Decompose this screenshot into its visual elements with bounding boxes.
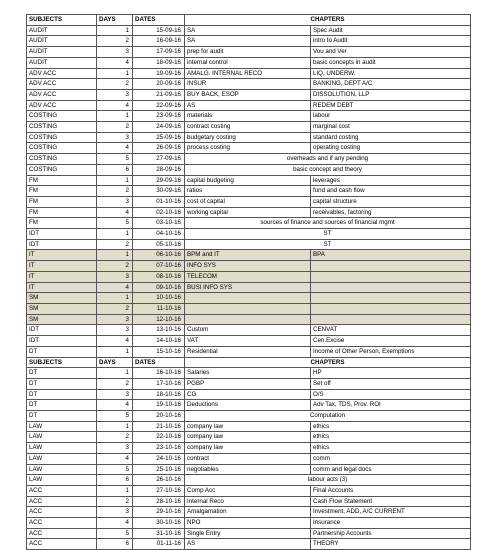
header-row [27, 357, 471, 368]
chapter-second-cell: labour [311, 111, 471, 122]
chapter-second-cell: ethics [311, 421, 471, 432]
chapter-cell: ST [185, 239, 471, 250]
table-row [27, 411, 471, 422]
subject-cell: AUDIT [27, 25, 97, 36]
date-cell: 26-09-16 [133, 143, 185, 154]
day-cell: 2 [97, 378, 133, 389]
day-cell: 1 [97, 111, 133, 122]
subject-cell: IT [27, 250, 97, 261]
header-row [27, 15, 471, 26]
day-cell: 5 [97, 218, 133, 229]
chapter-first-cell: INFO SYS [185, 261, 311, 272]
chapter-second-cell: intro to Audit [311, 36, 471, 47]
chapter-first-cell: PGBP [185, 378, 311, 389]
chapter-first-cell: capital budgeting [185, 175, 311, 186]
chapter-second-cell [311, 271, 471, 282]
chapter-first-cell: cost of capital [185, 196, 311, 207]
date-cell: 23-10-16 [133, 443, 185, 454]
chapter-second-cell: fund and cash flow [311, 186, 471, 197]
table-row [27, 464, 471, 475]
table-row [27, 528, 471, 539]
date-cell: 30-09-16 [133, 186, 185, 197]
table-row [27, 68, 471, 79]
chapter-second-cell: operating costing [311, 143, 471, 154]
day-cell: 4 [97, 207, 133, 218]
subject-cell: COSTING [27, 111, 97, 122]
subject-cell: SM [27, 303, 97, 314]
day-cell: 3 [97, 314, 133, 325]
day-cell: 3 [97, 443, 133, 454]
chapter-second-cell: Income of Other Person, Exemptions [311, 346, 471, 357]
subject-cell: COSTING [27, 143, 97, 154]
header-dates: DATES [133, 15, 185, 26]
study-schedule-table [26, 14, 471, 550]
subject-cell: IT [27, 271, 97, 282]
chapter-second-cell [311, 282, 471, 293]
day-cell: 3 [97, 196, 133, 207]
chapter-second-cell: LIQ, UNDERW. [311, 68, 471, 79]
chapter-second-cell: capital structure [311, 196, 471, 207]
table-row [27, 368, 471, 379]
table-row [27, 229, 471, 240]
date-cell: 25-09-16 [133, 132, 185, 143]
chapter-cell: Computation [185, 411, 471, 422]
table-row [27, 303, 471, 314]
subject-cell: LAW [27, 421, 97, 432]
day-cell: 6 [97, 164, 133, 175]
day-cell: 1 [97, 346, 133, 357]
table-row [27, 421, 471, 432]
day-cell: 1 [97, 175, 133, 186]
subject-cell: IT [27, 282, 97, 293]
chapter-first-cell: SA [185, 25, 311, 36]
table-row [27, 293, 471, 304]
date-cell: 31-10-16 [133, 528, 185, 539]
day-cell: 2 [97, 186, 133, 197]
table-row [27, 496, 471, 507]
subject-cell: IDT [27, 229, 97, 240]
chapter-second-cell: Spec Audit [311, 25, 471, 36]
schedule-sheet [26, 14, 470, 550]
date-cell: 23-09-16 [133, 111, 185, 122]
date-cell: 21-09-16 [133, 89, 185, 100]
day-cell: 5 [97, 528, 133, 539]
day-cell: 4 [97, 282, 133, 293]
table-row [27, 539, 471, 550]
subject-cell: ACC [27, 496, 97, 507]
subject-cell: COSTING [27, 164, 97, 175]
subject-cell: LAW [27, 464, 97, 475]
table-row [27, 25, 471, 36]
day-cell: 3 [97, 507, 133, 518]
chapter-first-cell: AS [185, 539, 311, 550]
chapter-second-cell: BPA [311, 250, 471, 261]
date-cell: 25-10-16 [133, 464, 185, 475]
table-row [27, 346, 471, 357]
chapter-first-cell: CG [185, 389, 311, 400]
chapter-second-cell: receivables, factoring [311, 207, 471, 218]
chapter-cell: basic concept and theory [185, 164, 471, 175]
date-cell: 16-10-16 [133, 368, 185, 379]
date-cell: 15-10-16 [133, 346, 185, 357]
subject-cell: FM [27, 207, 97, 218]
subject-cell: DT [27, 368, 97, 379]
chapter-second-cell: DISSOLUTION, LLP [311, 89, 471, 100]
subject-cell: DT [27, 400, 97, 411]
subject-cell: COSTING [27, 122, 97, 133]
table-row [27, 507, 471, 518]
table-row [27, 143, 471, 154]
table-row [27, 111, 471, 122]
date-cell: 10-10-16 [133, 293, 185, 304]
subject-cell: ACC [27, 485, 97, 496]
table-row [27, 389, 471, 400]
date-cell: 18-10-16 [133, 389, 185, 400]
date-cell: 22-09-16 [133, 100, 185, 111]
chapter-first-cell: company law [185, 421, 311, 432]
chapter-second-cell: CENVAT [311, 325, 471, 336]
date-cell: 29-10-16 [133, 507, 185, 518]
date-cell: 01-10-16 [133, 196, 185, 207]
date-cell: 17-09-16 [133, 47, 185, 58]
table-row [27, 164, 471, 175]
chapter-second-cell: leverages [311, 175, 471, 186]
chapter-first-cell: company law [185, 432, 311, 443]
chapter-second-cell: Adv Tax, TDS, Prov. ROI [311, 400, 471, 411]
day-cell: 1 [97, 293, 133, 304]
day-cell: 4 [97, 336, 133, 347]
chapter-first-cell: Deductions [185, 400, 311, 411]
day-cell: 4 [97, 100, 133, 111]
chapter-first-cell: prep for audit [185, 47, 311, 58]
chapter-first-cell: contract costing [185, 122, 311, 133]
date-cell: 06-10-16 [133, 250, 185, 261]
day-cell: 3 [97, 132, 133, 143]
date-cell: 22-10-16 [133, 432, 185, 443]
chapter-first-cell [185, 314, 311, 325]
day-cell: 6 [97, 539, 133, 550]
chapter-first-cell: working capital [185, 207, 311, 218]
day-cell: 1 [97, 421, 133, 432]
date-cell: 14-10-16 [133, 336, 185, 347]
chapter-cell: ST [185, 229, 471, 240]
chapter-second-cell: comm [311, 453, 471, 464]
date-cell: 28-09-16 [133, 164, 185, 175]
chapter-first-cell [185, 293, 311, 304]
table-row [27, 239, 471, 250]
chapter-second-cell: ethics [311, 432, 471, 443]
subject-cell: FM [27, 196, 97, 207]
table-row [27, 336, 471, 347]
date-cell: 18-09-16 [133, 57, 185, 68]
chapter-second-cell: Partnership Accounts [311, 528, 471, 539]
chapter-first-cell: BUSI INFO SYS [185, 282, 311, 293]
chapter-first-cell: BPM and IT [185, 250, 311, 261]
chapter-first-cell: AMALG. INTERNAL RECO [185, 68, 311, 79]
chapter-first-cell: SA [185, 36, 311, 47]
chapter-first-cell: process costing [185, 143, 311, 154]
subject-cell: IDT [27, 336, 97, 347]
chapter-first-cell: ratios [185, 186, 311, 197]
date-cell: 19-10-16 [133, 400, 185, 411]
day-cell: 3 [97, 389, 133, 400]
chapter-second-cell: standard costing [311, 132, 471, 143]
table-row [27, 132, 471, 143]
subject-cell: ACC [27, 518, 97, 529]
day-cell: 6 [97, 475, 133, 486]
chapter-second-cell [311, 314, 471, 325]
day-cell: 4 [97, 57, 133, 68]
day-cell: 5 [97, 154, 133, 165]
date-cell: 26-10-16 [133, 475, 185, 486]
table-row [27, 207, 471, 218]
subject-cell: DT [27, 378, 97, 389]
table-row [27, 186, 471, 197]
chapter-second-cell: O/S [311, 389, 471, 400]
chapter-cell: sources of finance and sources of financial mgmt [185, 218, 471, 229]
date-cell: 17-10-16 [133, 378, 185, 389]
chapter-second-cell: BANKING, DEPT A/C [311, 79, 471, 90]
chapter-first-cell: negotiables [185, 464, 311, 475]
subject-cell: IT [27, 261, 97, 272]
day-cell: 5 [97, 464, 133, 475]
day-cell: 2 [97, 239, 133, 250]
header-subjects: SUBJECTS [27, 15, 97, 26]
table-row [27, 518, 471, 529]
subject-cell: COSTING [27, 154, 97, 165]
table-row [27, 122, 471, 133]
table-row [27, 378, 471, 389]
date-cell: 12-10-16 [133, 314, 185, 325]
subject-cell: IDT [27, 325, 97, 336]
chapter-second-cell: comm and legal docs [311, 464, 471, 475]
date-cell: 11-10-16 [133, 303, 185, 314]
table-row [27, 271, 471, 282]
day-cell: 4 [97, 453, 133, 464]
table-row [27, 100, 471, 111]
chapter-second-cell: Set off [311, 378, 471, 389]
subject-cell: ACC [27, 507, 97, 518]
date-cell: 09-10-16 [133, 282, 185, 293]
chapter-second-cell: HP [311, 368, 471, 379]
table-row [27, 432, 471, 443]
subject-cell: LAW [27, 443, 97, 454]
subject-cell: LAW [27, 453, 97, 464]
table-row [27, 57, 471, 68]
date-cell: 20-09-16 [133, 79, 185, 90]
header-chapters: CHAPTERS [185, 15, 471, 26]
chapter-second-cell [311, 293, 471, 304]
table-row [27, 218, 471, 229]
day-cell: 5 [97, 411, 133, 422]
date-cell: 24-10-16 [133, 453, 185, 464]
chapter-first-cell: NPO [185, 518, 311, 529]
chapter-first-cell [185, 303, 311, 314]
chapter-second-cell: Cen.Excise [311, 336, 471, 347]
subject-cell: AUDIT [27, 47, 97, 58]
schedule-table-body [27, 15, 471, 550]
date-cell: 27-09-16 [133, 154, 185, 165]
table-row [27, 325, 471, 336]
table-row [27, 196, 471, 207]
chapter-second-cell: Cash Flow Statement [311, 496, 471, 507]
subject-cell: ACC [27, 528, 97, 539]
date-cell: 28-10-16 [133, 496, 185, 507]
date-cell: 05-10-16 [133, 239, 185, 250]
chapter-second-cell: THEORY [311, 539, 471, 550]
chapter-second-cell: Final Accounts [311, 485, 471, 496]
subject-cell: DT [27, 411, 97, 422]
table-row [27, 250, 471, 261]
subject-cell: LAW [27, 475, 97, 486]
chapter-second-cell: Insurance [311, 518, 471, 529]
subject-cell: ACC [27, 539, 97, 550]
chapter-first-cell: AS [185, 100, 311, 111]
table-row [27, 443, 471, 454]
subject-cell: ADV ACC [27, 100, 97, 111]
day-cell: 2 [97, 303, 133, 314]
date-cell: 07-10-16 [133, 261, 185, 272]
day-cell: 3 [97, 271, 133, 282]
chapter-second-cell [311, 303, 471, 314]
chapter-first-cell: INSUR [185, 79, 311, 90]
subject-cell: SM [27, 293, 97, 304]
table-row [27, 261, 471, 272]
date-cell: 30-10-16 [133, 518, 185, 529]
date-cell: 08-10-16 [133, 271, 185, 282]
date-cell: 02-10-16 [133, 207, 185, 218]
subject-cell: ADV ACC [27, 79, 97, 90]
day-cell: 3 [97, 47, 133, 58]
chapter-first-cell: Internal Reco [185, 496, 311, 507]
date-cell: 03-10-16 [133, 218, 185, 229]
date-cell: 27-10-16 [133, 485, 185, 496]
day-cell: 1 [97, 368, 133, 379]
day-cell: 4 [97, 518, 133, 529]
chapter-second-cell: Investment, ADD, A/C CURRENT [311, 507, 471, 518]
subject-cell: ADV ACC [27, 68, 97, 79]
day-cell: 2 [97, 496, 133, 507]
chapter-cell: overheads and if any pending [185, 154, 471, 165]
chapter-first-cell: Amalgamation [185, 507, 311, 518]
chapter-first-cell: company law [185, 443, 311, 454]
chapter-first-cell: Custom [185, 325, 311, 336]
chapter-first-cell: VAT [185, 336, 311, 347]
day-cell: 2 [97, 261, 133, 272]
subject-cell: IDT [27, 239, 97, 250]
subject-cell: FM [27, 175, 97, 186]
header-days: DAYS [97, 15, 133, 26]
chapter-second-cell: Vou and Ver [311, 47, 471, 58]
table-row [27, 314, 471, 325]
day-cell: 4 [97, 400, 133, 411]
day-cell: 2 [97, 79, 133, 90]
day-cell: 2 [97, 36, 133, 47]
table-row [27, 175, 471, 186]
table-row [27, 400, 471, 411]
day-cell: 2 [97, 122, 133, 133]
date-cell: 21-10-16 [133, 421, 185, 432]
table-row [27, 475, 471, 486]
table-row [27, 47, 471, 58]
header-days: DAYS [97, 357, 133, 368]
chapter-first-cell: TELECOM [185, 271, 311, 282]
day-cell: 3 [97, 325, 133, 336]
day-cell: 1 [97, 250, 133, 261]
subject-cell: FM [27, 218, 97, 229]
subject-cell: SM [27, 314, 97, 325]
date-cell: 13-10-16 [133, 325, 185, 336]
chapter-second-cell: marginal cost [311, 122, 471, 133]
table-row [27, 282, 471, 293]
subject-cell: COSTING [27, 132, 97, 143]
chapter-first-cell: Comp Acc [185, 485, 311, 496]
day-cell: 1 [97, 68, 133, 79]
day-cell: 3 [97, 89, 133, 100]
date-cell: 20-10-16 [133, 411, 185, 422]
chapter-second-cell: REDEM DEBT [311, 100, 471, 111]
day-cell: 1 [97, 229, 133, 240]
chapter-first-cell: BUY BACK, ESOP [185, 89, 311, 100]
table-row [27, 36, 471, 47]
chapter-first-cell: budgetary costing [185, 132, 311, 143]
date-cell: 01-11-16 [133, 539, 185, 550]
chapter-first-cell: Single Entry [185, 528, 311, 539]
date-cell: 16-09-16 [133, 36, 185, 47]
subject-cell: LAW [27, 432, 97, 443]
table-row [27, 453, 471, 464]
subject-cell: DT [27, 346, 97, 357]
chapter-first-cell: Salaries [185, 368, 311, 379]
date-cell: 04-10-16 [133, 229, 185, 240]
day-cell: 1 [97, 25, 133, 36]
table-row [27, 154, 471, 165]
subject-cell: AUDIT [27, 57, 97, 68]
subject-cell: AUDIT [27, 36, 97, 47]
chapter-second-cell [311, 261, 471, 272]
date-cell: 19-09-16 [133, 68, 185, 79]
subject-cell: FM [27, 186, 97, 197]
date-cell: 29-09-16 [133, 175, 185, 186]
day-cell: 1 [97, 485, 133, 496]
header-dates: DATES [133, 357, 185, 368]
table-row [27, 89, 471, 100]
chapter-first-cell: contract [185, 453, 311, 464]
chapter-second-cell: ethics [311, 443, 471, 454]
header-chapters: CHAPTERS [185, 357, 471, 368]
header-subjects: SUBJECTS [27, 357, 97, 368]
day-cell: 4 [97, 143, 133, 154]
subject-cell: DT [27, 389, 97, 400]
date-cell: 24-09-16 [133, 122, 185, 133]
chapter-second-cell: basic concepts in audit [311, 57, 471, 68]
date-cell: 15-09-16 [133, 25, 185, 36]
table-row [27, 79, 471, 90]
day-cell: 2 [97, 432, 133, 443]
chapter-first-cell: internal control [185, 57, 311, 68]
chapter-first-cell: materials [185, 111, 311, 122]
chapter-first-cell: Residential [185, 346, 311, 357]
chapter-cell: labour acts (3) [185, 475, 471, 486]
subject-cell: ADV ACC [27, 89, 97, 100]
